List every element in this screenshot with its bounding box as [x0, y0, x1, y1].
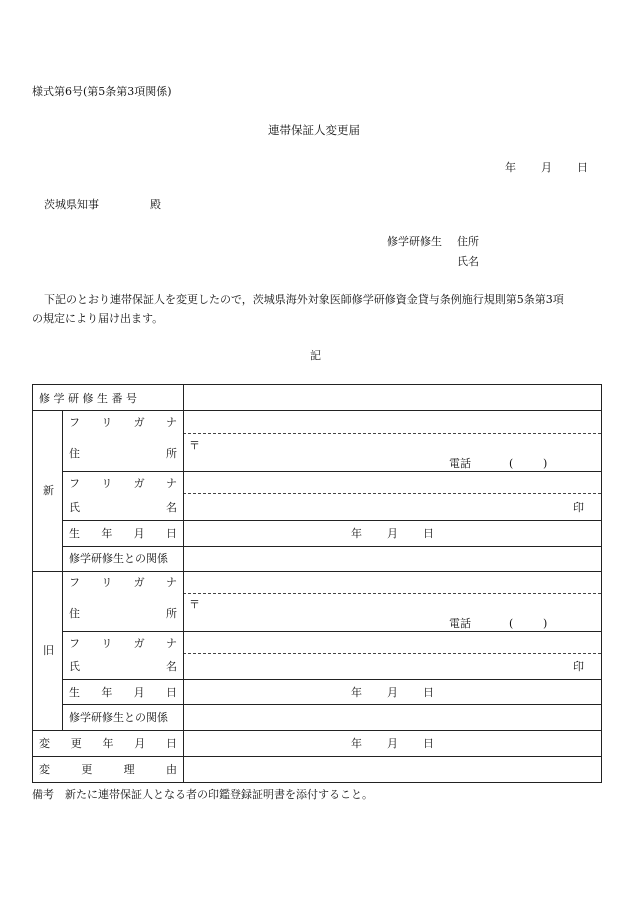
new-postal-mark: 〒	[189, 439, 200, 452]
date-year: 年	[505, 161, 516, 174]
old-name-furigana-field[interactable]	[185, 633, 599, 652]
new-address-label: 住 所	[69, 447, 177, 460]
change-year: 年	[351, 737, 362, 750]
new-birthdate-label: 生 年 月 日	[69, 527, 177, 540]
new-group-label: 新	[43, 484, 54, 497]
student-number-field[interactable]	[185, 386, 599, 409]
remarks-note: 備考 新たに連帯保証人となる者の印鑑登録証明書を添付すること。	[32, 788, 373, 801]
change-reason-label: 変 更 理 由	[39, 763, 177, 776]
old-name-label: 氏 名	[69, 660, 177, 673]
old-postal-mark: 〒	[189, 598, 200, 611]
old-group-label: 旧	[43, 644, 54, 657]
student-number-label: 修 学 研 修 生 番 号	[39, 392, 137, 405]
old-phone-label: 電話	[449, 617, 471, 630]
addressee-governor: 茨城県知事	[44, 198, 99, 211]
old-relation-label: 修学研修生との関係	[69, 711, 168, 724]
new-relation-field[interactable]	[185, 548, 599, 569]
addressee-honorific: 殿	[150, 198, 161, 211]
new-address-furigana-field[interactable]	[185, 412, 599, 432]
old-birth-day: 日	[423, 686, 434, 699]
form-table	[32, 384, 602, 783]
old-address-field[interactable]	[185, 595, 599, 630]
new-name-furigana-label: フ リ ガ ナ	[69, 477, 177, 490]
date-month: 月	[541, 161, 552, 174]
body-text-line1: 下記のとおり連帯保証人を変更したので，茨城県海外対象医師修学研修資金貸与条例施行規則第5条第3項	[44, 293, 564, 306]
old-birthdate-label: 生 年 月 日	[69, 686, 177, 699]
new-relation-label: 修学研修生との関係	[69, 552, 168, 565]
old-seal-mark: 印	[573, 660, 584, 673]
date-day: 日	[577, 161, 588, 174]
old-phone-paren-open: (	[509, 617, 514, 630]
old-birth-year: 年	[351, 686, 362, 699]
applicant-name-label: 氏名	[457, 255, 479, 268]
new-birth-year: 年	[351, 527, 362, 540]
form-title: 連帯保証人変更届	[268, 123, 360, 137]
old-furigana-label: フ リ ガ ナ	[69, 576, 177, 589]
old-phone-paren-close: )	[543, 617, 548, 630]
new-phone-paren-close: )	[543, 457, 548, 470]
applicant-address-label: 住所	[457, 235, 479, 248]
new-name-furigana-field[interactable]	[185, 473, 599, 492]
old-relation-field[interactable]	[185, 706, 599, 729]
new-furigana-label: フ リ ガ ナ	[69, 416, 177, 429]
change-date-label: 変 更 年 月 日	[39, 737, 177, 750]
body-text-line2: の規定により届け出ます。	[32, 312, 164, 325]
applicant-role: 修学研修生	[387, 235, 442, 248]
new-name-field[interactable]	[185, 495, 599, 519]
new-birth-day: 日	[423, 527, 434, 540]
old-birth-month: 月	[387, 686, 398, 699]
change-day: 日	[423, 737, 434, 750]
change-month: 月	[387, 737, 398, 750]
old-name-field[interactable]	[185, 655, 599, 678]
old-name-furigana-label: フ リ ガ ナ	[69, 637, 177, 650]
ki-heading: 記	[310, 349, 321, 362]
change-date-field[interactable]	[185, 732, 599, 755]
change-reason-field[interactable]	[185, 758, 599, 781]
new-name-label: 氏 名	[69, 501, 177, 514]
new-phone-paren-open: (	[509, 457, 514, 470]
form-number: 様式第6号(第5条第3項関係)	[32, 85, 172, 98]
old-address-label: 住 所	[69, 607, 177, 620]
new-phone-label: 電話	[449, 457, 471, 470]
new-seal-mark: 印	[573, 501, 584, 514]
new-birth-month: 月	[387, 527, 398, 540]
new-address-field[interactable]	[185, 435, 599, 470]
old-address-furigana-field[interactable]	[185, 573, 599, 592]
